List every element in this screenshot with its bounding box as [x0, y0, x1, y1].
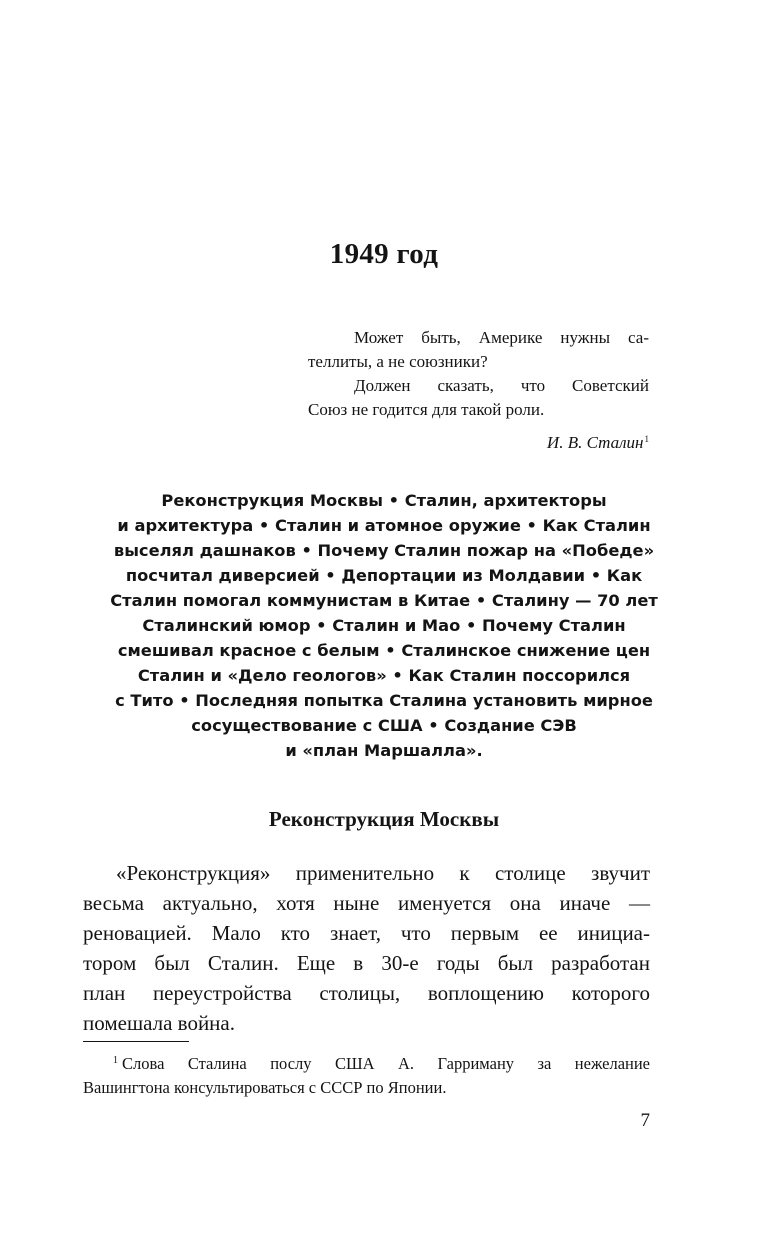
summary-line: и архитектура • Сталин и атомное оружие • Как Сталин	[117, 516, 651, 535]
summary-line: Реконструкция Москвы • Сталин, архитекторы	[161, 491, 607, 510]
epigraph-footnote-ref[interactable]: 1	[644, 434, 649, 444]
footnote-line	[83, 1049, 650, 1076]
summary-line: посчитал диверсией • Депортации из Молдавии • Как	[125, 566, 643, 585]
summary-line: сосуществование с США • Создание СЭВ	[191, 716, 577, 735]
epigraph-line: теллиты, а не союзники?	[308, 352, 488, 371]
body-paragraph	[83, 858, 650, 1038]
page-number: 7	[640, 1110, 650, 1131]
summary-line: смешивал красное с белым • Сталинское снижение цен	[117, 641, 651, 660]
section-title: Реконструкция Москвы	[268, 807, 500, 831]
footnote-line: Вашингтона консультироваться с СССР по Японии.	[83, 1078, 447, 1097]
body-line: весьма актуально, хотя ныне именуется она иначе —	[83, 891, 650, 915]
summary-line: Сталинский юмор • Сталин и Мао • Почему Сталин	[142, 616, 626, 635]
epigraph	[308, 326, 649, 422]
footnote	[83, 1049, 650, 1100]
footnote-text: Слова Сталина послу США А. Гарриману за нежелание	[122, 1054, 650, 1073]
epigraph-paragraph-1	[308, 326, 649, 374]
body-line: план переустройства столицы, воплощению которого	[83, 981, 650, 1005]
footnote-marker: 1	[113, 1055, 118, 1066]
body-line: помешала война.	[83, 1011, 235, 1035]
footnote-divider	[83, 1041, 189, 1042]
epigraph-author	[331, 427, 649, 455]
summary-line: с Тито • Последняя попытка Сталина установить мирное	[115, 691, 653, 710]
epigraph-line: Союз не годится для такой роли.	[308, 400, 545, 419]
summary-line: и «план Маршалла».	[285, 741, 483, 760]
epigraph-paragraph-2	[308, 374, 649, 422]
body-line: «Реконструкция» применительно к столице звучит	[116, 861, 650, 885]
summary-line: Сталин помогал коммунистам в Китае • Сталину — 70 лет	[110, 591, 658, 610]
chapter-summary	[80, 488, 688, 763]
epigraph-line: Может быть, Америке нужны са-	[354, 328, 649, 347]
body-line: тором был Сталин. Еще в 30-е годы был разработан	[83, 951, 650, 975]
epigraph-author-name: И. В. Сталин	[546, 433, 644, 452]
epigraph-line: Должен сказать, что Советский	[354, 376, 649, 395]
summary-line: выселял дашнаков • Почему Сталин пожар на «Победе»	[113, 541, 655, 560]
summary-line: Сталин и «Дело геологов» • Как Сталин поссорился	[137, 666, 631, 685]
chapter-title: 1949 год	[329, 238, 439, 270]
body-line: реновацией. Мало кто знает, что первым ее инициа-	[83, 921, 650, 945]
